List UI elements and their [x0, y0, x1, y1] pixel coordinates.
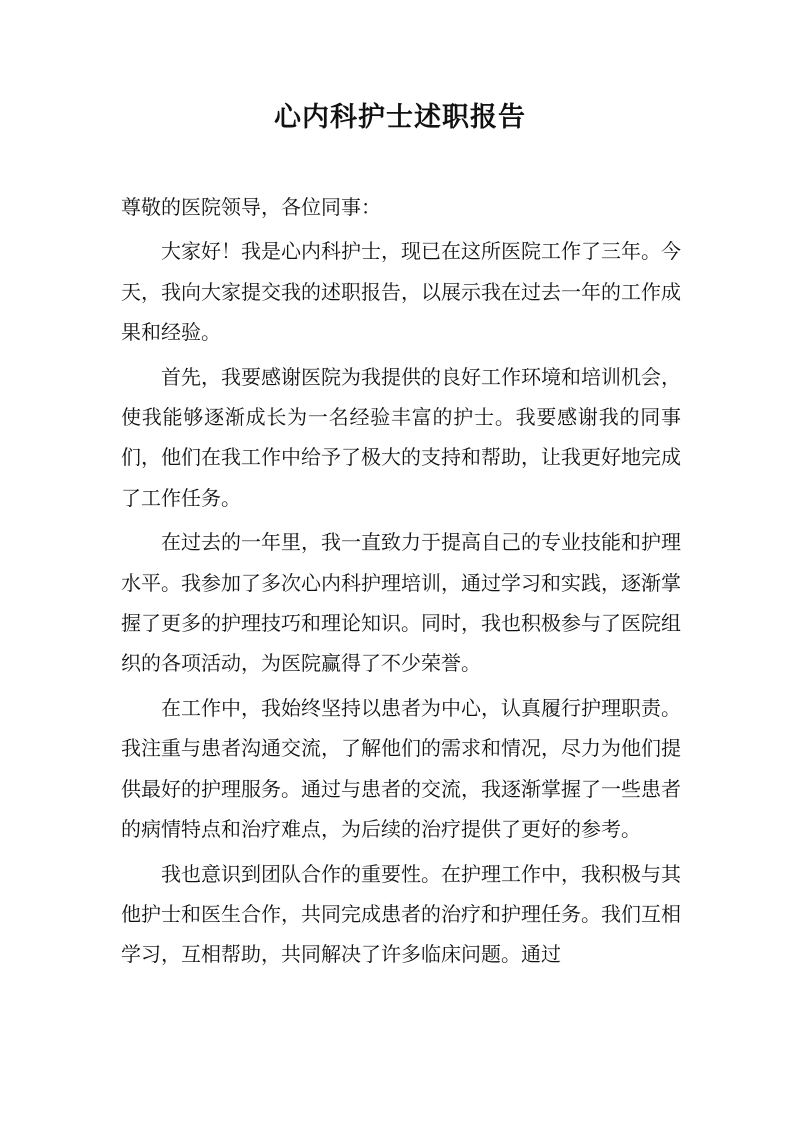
- paragraph-5: 我也意识到团队合作的重要性。在护理工作中，我积极与其他护士和医生合作，共同完成患者的治疗和护理任务。我们互相学习，互相帮助，共同解决了许多临床问题。通过: [121, 861, 681, 967]
- paragraph-4: 在工作中，我始终坚持以患者为中心，认真履行护理职责。我注重与患者沟通交流，了解他们的需求和情况，尽力为他们提供最好的护理服务。通过与患者的交流，我逐渐掌握了一些患者的病情特点和治疗难点，为后续的治疗提供了更好的参考。: [121, 695, 681, 842]
- paragraph-2: 首先，我要感谢医院为我提供的良好工作环境和培训机会，使我能够逐渐成长为一名经验丰富的护士。我要感谢我的同事们，他们在我工作中给予了极大的支持和帮助，让我更好地完成了工作任务。: [121, 364, 681, 510]
- paragraph-3: 在过去的一年里，我一直致力于提高自己的专业技能和护理水平。我参加了多次心内科护理培训，通过学习和实践，逐渐掌握了更多的护理技巧和理论知识。同时，我也积极参与了医院组织的各项活动，为医院赢得了不少荣誉。: [121, 530, 681, 676]
- paragraph-1: 大家好！我是心内科护士，现已在这所医院工作了三年。今天，我向大家提交我的述职报告，以展示我在过去一年的工作成果和经验。: [121, 239, 681, 345]
- salutation: 尊敬的医院领导，各位同事：: [121, 195, 381, 219]
- document-title: 心内科护士述职报告: [274, 102, 526, 133]
- document-body: [121, 187, 681, 975]
